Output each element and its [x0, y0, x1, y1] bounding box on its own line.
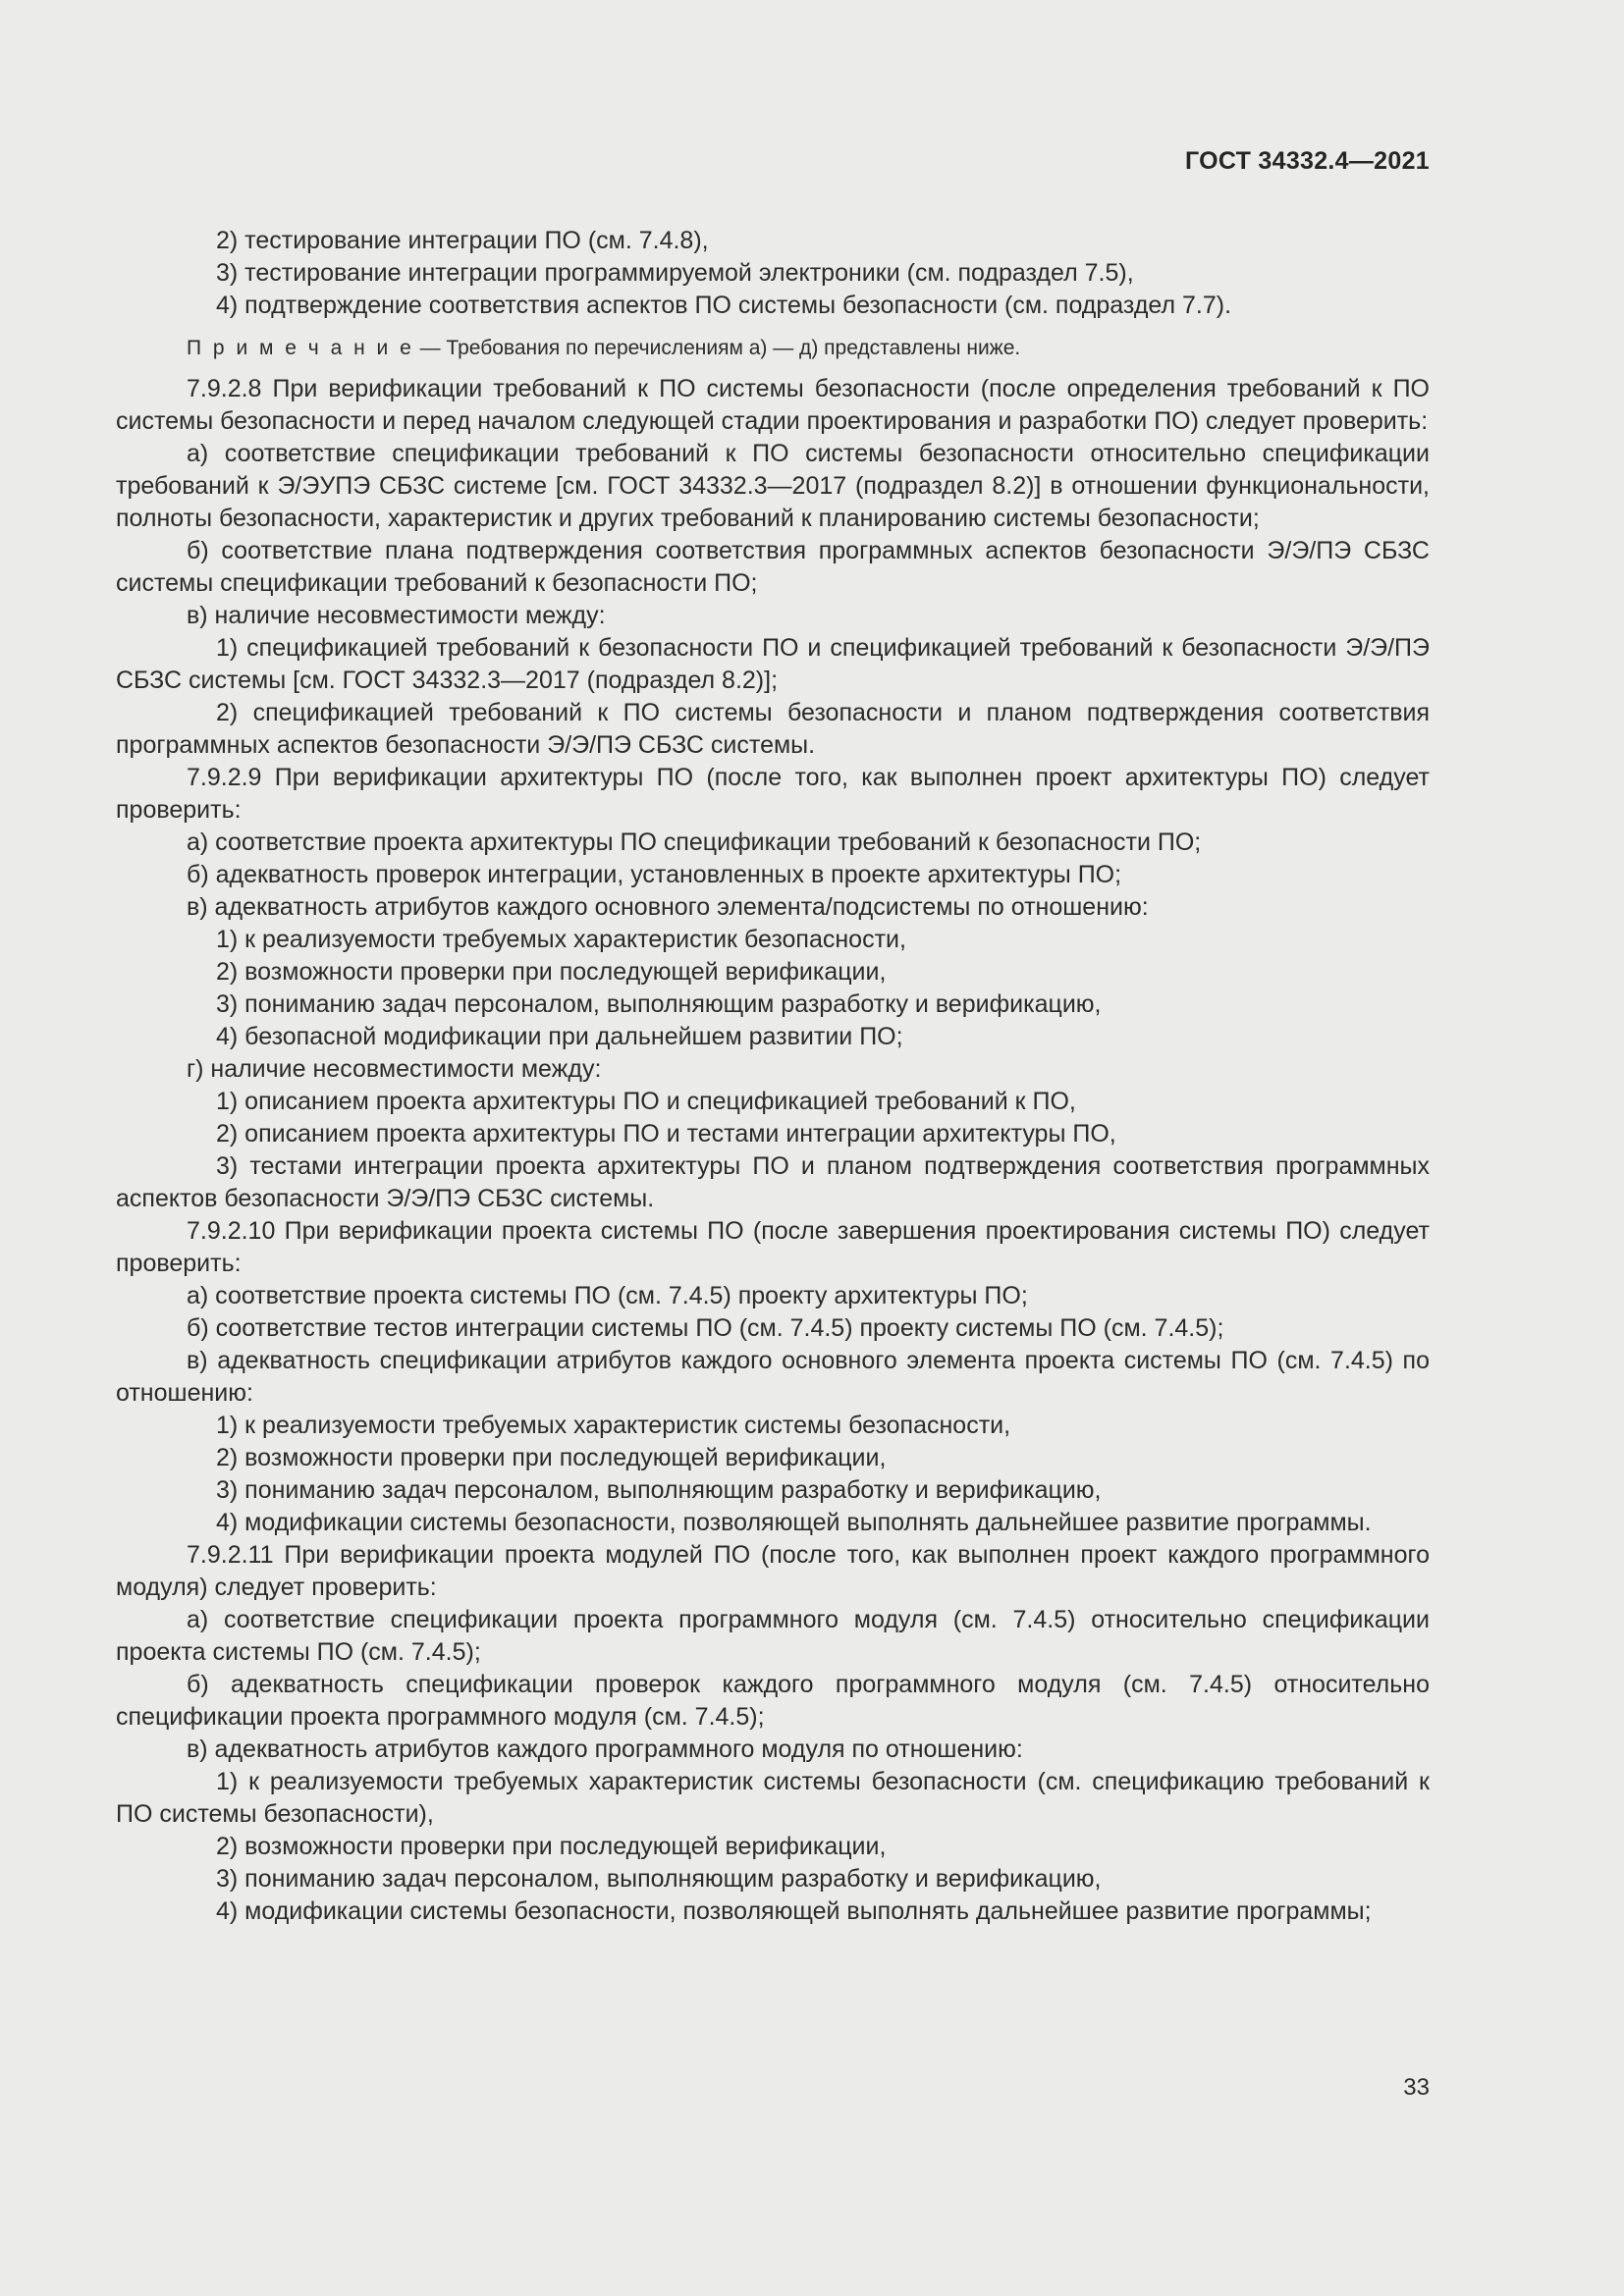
paragraph-group-main	[116, 373, 1430, 1928]
body-paragraph: в) наличие несовместимости между:	[187, 602, 606, 629]
paragraph-group-intro	[116, 225, 1430, 322]
body-paragraph: а) соответствие проекта архитектуры ПО спецификации требований к безопасности ПО;	[187, 828, 1202, 856]
body-paragraph: г) наличие несовместимости между:	[187, 1055, 602, 1083]
body-paragraph: 2) описанием проекта архитектуры ПО и тестами интеграции архитектуры ПО,	[216, 1120, 1116, 1148]
body-paragraph: а) соответствие спецификации требований к ПО системы безопасности относительно спецификации требований к Э/ЭУПЭ СБЗС системе [см. ГОСТ 34332.3—2017 (подраздел 8.2)] в отношении функциональности, полноты безопасности, характеристик и других требований к планированию системы безопасности;	[116, 440, 1430, 532]
body-paragraph: 4) модификации системы безопасности, позволяющей выполнять дальнейшее развитие программы;	[216, 1897, 1372, 1925]
body-paragraph: 4) безопасной модификации при дальнейшем развитии ПО;	[216, 1023, 903, 1050]
body-paragraph: 1) к реализуемости требуемых характеристик системы безопасности (см. спецификацию требований к ПО системы безопасности),	[116, 1768, 1430, 1828]
note-paragraph	[116, 332, 1430, 364]
body-paragraph: в) адекватность атрибутов каждого основного элемента/подсистемы по отношению:	[187, 893, 1149, 921]
body-paragraph: а) соответствие проекта системы ПО (см. 7.4.5) проекту архитектуры ПО;	[187, 1282, 1028, 1309]
body-paragraph: 3) тестирование интеграции программируемой электроники (см. подраздел 7.5),	[216, 259, 1134, 287]
document-code-header: ГОСТ 34332.4—2021	[1184, 147, 1430, 175]
body-paragraph: в) адекватность спецификации атрибутов каждого основного элемента проекта системы ПО (см. 7.4.5) по отношению:	[116, 1347, 1430, 1407]
body-paragraph: 3) тестами интеграции проекта архитектуры ПО и планом подтверждения соответствия программных аспектов безопасности Э/Э/ПЭ СБЗС системы.	[116, 1152, 1430, 1212]
body-paragraph: б) соответствие плана подтверждения соответствия программных аспектов безопасности Э/Э/ПЭ СБЗС системы спецификации требований к безопасности ПО;	[116, 537, 1430, 597]
body-paragraph: 7.9.2.8 При верификации требований к ПО системы безопасности (после определения требований к ПО системы безопасности и перед началом следующей стадии проектирования и разработки ПО) следует проверить:	[116, 375, 1430, 435]
body-paragraph: 2) возможности проверки при последующей верификации,	[216, 1833, 887, 1860]
body-paragraph: 1) к реализуемости требуемых характеристик безопасности,	[216, 926, 906, 953]
body-paragraph: в) адекватность атрибутов каждого программного модуля по отношению:	[187, 1735, 1023, 1763]
body-paragraph: б) адекватность спецификации проверок каждого программного модуля (см. 7.4.5) относительно спецификации проекта программного модуля (см. 7.4.5);	[116, 1671, 1430, 1731]
note-text: — Требования по перечислениям а) — д) представлены ниже.	[413, 337, 1021, 359]
body-paragraph: 1) к реализуемости требуемых характеристик системы безопасности,	[216, 1412, 1011, 1439]
body-paragraph: 3) пониманию задач персоналом, выполняющим разработку и верификацию,	[216, 1865, 1102, 1893]
body-paragraph: 2) тестирование интеграции ПО (см. 7.4.8),	[216, 227, 709, 254]
page-number: 33	[1403, 2074, 1430, 2101]
body-paragraph: б) адекватность проверок интеграции, установленных в проекте архитектуры ПО;	[187, 861, 1122, 888]
document-body	[116, 225, 1430, 1928]
note-label: П р и м е ч а н и е	[187, 337, 414, 359]
body-paragraph: 2) возможности проверки при последующей верификации,	[216, 1444, 887, 1471]
body-paragraph: 1) описанием проекта архитектуры ПО и спецификацией требований к ПО,	[216, 1088, 1076, 1115]
body-paragraph: 3) пониманию задач персоналом, выполняющим разработку и верификацию,	[216, 1476, 1102, 1504]
body-paragraph: а) соответствие спецификации проекта программного модуля (см. 7.4.5) относительно спецификации проекта системы ПО (см. 7.4.5);	[116, 1606, 1430, 1666]
body-paragraph: 4) подтверждение соответствия аспектов ПО системы безопасности (см. подраздел 7.7).	[216, 292, 1232, 319]
body-paragraph: б) соответствие тестов интеграции системы ПО (см. 7.4.5) проекту системы ПО (см. 7.4.5);	[187, 1314, 1224, 1342]
body-paragraph: 4) модификации системы безопасности, позволяющей выполнять дальнейшее развитие программы.	[216, 1509, 1372, 1536]
body-paragraph: 1) спецификацией требований к безопасности ПО и спецификацией требований к безопасности Э/Э/ПЭ СБЗС системы [см. ГОСТ 34332.3—2017 (подраздел 8.2)];	[116, 634, 1430, 694]
body-paragraph: 7.9.2.11 При верификации проекта модулей ПО (после того, как выполнен проект каждого программного модуля) следует проверить:	[116, 1541, 1430, 1601]
body-paragraph: 7.9.2.10 При верификации проекта системы ПО (после завершения проектирования системы ПО) следует проверить:	[116, 1217, 1430, 1277]
body-paragraph: 7.9.2.9 При верификации архитектуры ПО (после того, как выполнен проект архитектуры ПО) следует проверить:	[116, 764, 1430, 824]
body-paragraph: 3) пониманию задач персоналом, выполняющим разработку и верификацию,	[216, 990, 1102, 1018]
body-paragraph: 2) спецификацией требований к ПО системы безопасности и планом подтверждения соответствия программных аспектов безопасности Э/Э/ПЭ СБЗС системы.	[116, 699, 1430, 759]
body-paragraph: 2) возможности проверки при последующей верификации,	[216, 958, 887, 986]
